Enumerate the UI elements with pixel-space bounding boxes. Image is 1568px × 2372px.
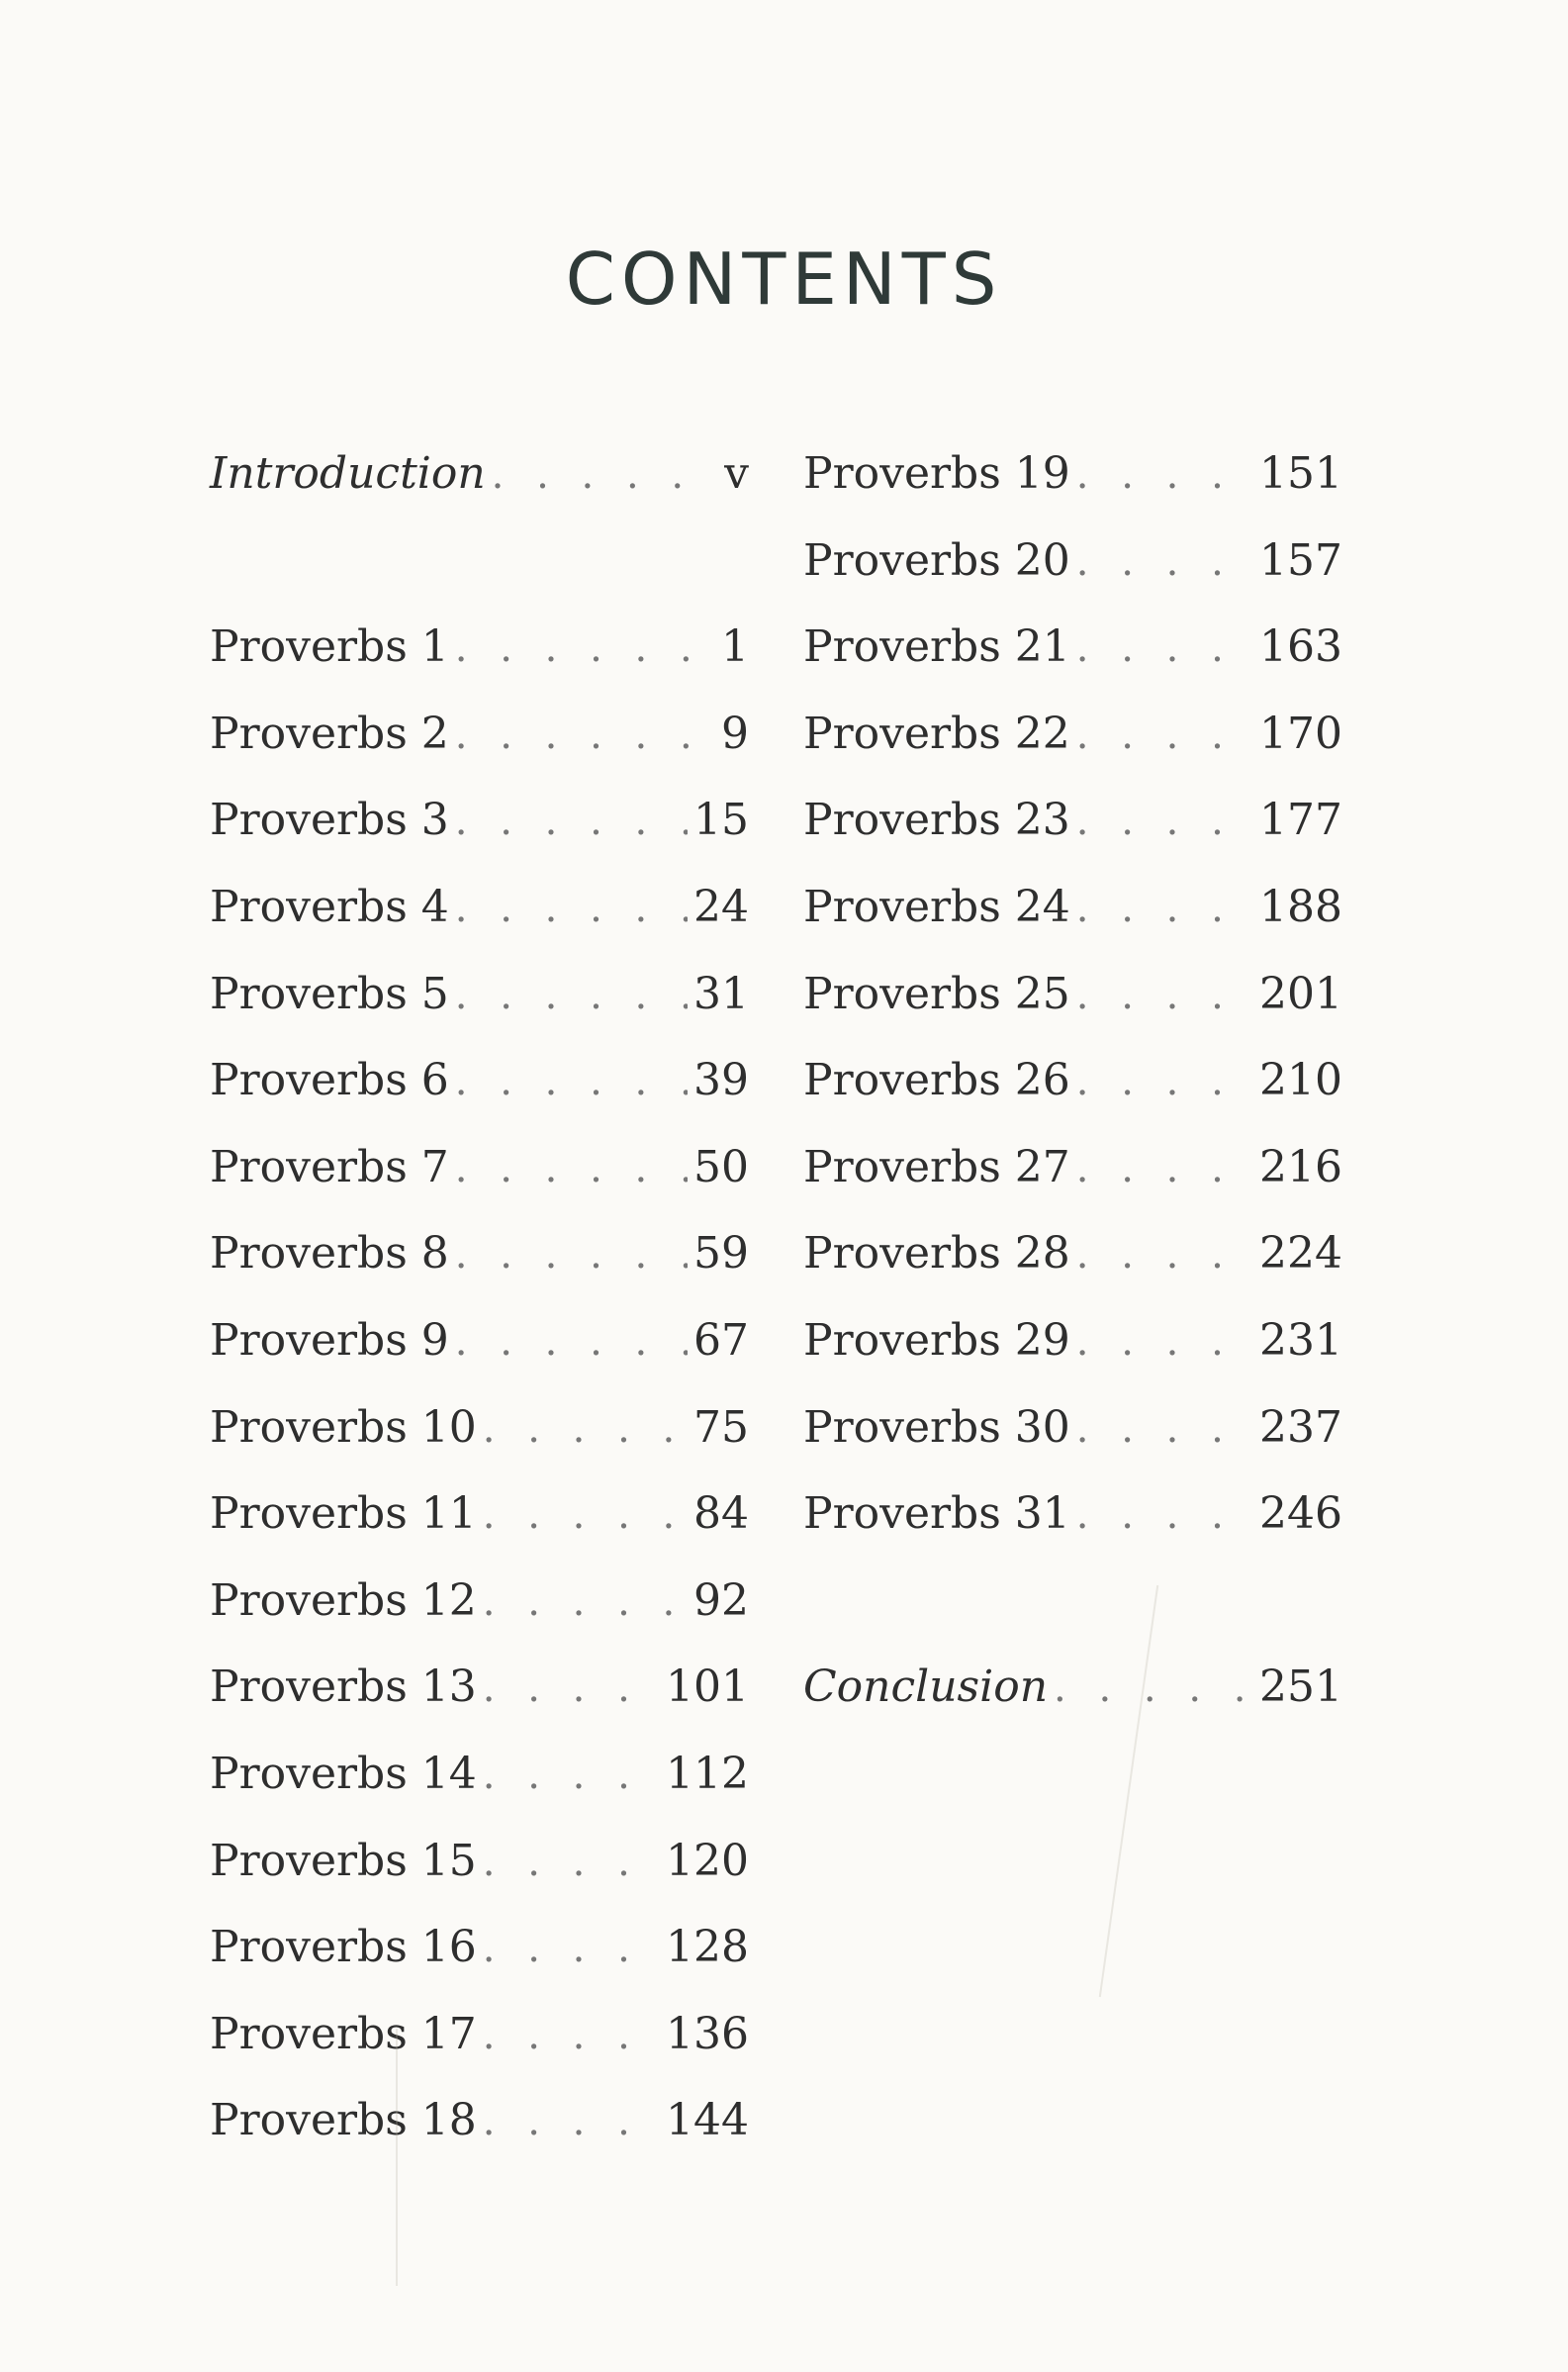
dot-leader [483,1386,688,1473]
toc-entry[interactable] [803,1037,1342,1124]
toc-entry[interactable] [210,864,749,951]
toc-entry-page: 1 [721,621,749,673]
dot-leader [492,432,718,520]
dot-leader [1076,693,1253,780]
toc-entry-page: 144 [666,2095,749,2146]
toc-spacer [803,1558,1342,1645]
dot-leader [483,1906,660,1993]
dot-leader [455,779,688,866]
toc-entry-page: 188 [1259,881,1342,932]
toc-entry-page: 157 [1259,534,1342,586]
dot-leader [455,693,715,780]
toc-entry-page: 50 [693,1141,749,1192]
dot-leader [455,1212,688,1299]
toc-entry[interactable] [210,1124,749,1211]
toc-entry-label: Proverbs 21 [803,621,1070,673]
dot-leader [483,1733,660,1820]
toc-entry[interactable] [210,951,749,1038]
toc-entry-label: Proverbs 3 [210,795,449,846]
toc-entry-label: Proverbs 24 [803,881,1070,932]
dot-leader [1076,1472,1253,1560]
dot-leader [1054,1646,1253,1733]
toc-entry-page: 136 [666,2008,749,2059]
toc-entry-label: Proverbs 15 [210,1835,477,1886]
toc-entry[interactable] [803,1471,1342,1558]
dot-leader [455,953,688,1040]
toc-entry[interactable] [803,1644,1342,1731]
toc-entry-page: 216 [1259,1141,1342,1192]
toc-entry-page: 237 [1259,1401,1342,1453]
toc-entry-label: Proverbs 1 [210,621,449,673]
toc-entry-page: 67 [693,1314,749,1366]
toc-entry-page: 84 [693,1488,749,1540]
dot-leader [483,1472,688,1560]
dot-leader [455,1039,688,1126]
toc-entry[interactable] [210,691,749,778]
toc-entry-page: 210 [1259,1055,1342,1106]
dot-leader [455,1126,688,1213]
dot-leader [483,2079,660,2166]
toc-entry[interactable] [210,1210,749,1297]
toc-entry-page: 112 [666,1748,749,1799]
toc-entry[interactable] [210,1731,749,1818]
toc-entry-page: 75 [693,1401,749,1453]
toc-entry[interactable] [803,864,1342,951]
dot-leader [1076,1299,1253,1386]
toc-entry-label: Proverbs 16 [210,1922,477,1973]
toc-entry-label: Proverbs 19 [803,448,1070,499]
toc-entry-label: Proverbs 28 [803,1228,1070,1280]
toc-entry-label: Proverbs 11 [210,1488,477,1540]
toc-entry[interactable] [210,604,749,691]
toc-entry[interactable] [210,1644,749,1731]
toc-entry[interactable] [210,1818,749,1905]
toc-entry[interactable] [210,1471,749,1558]
dot-leader [1076,866,1253,953]
toc-entry-page: 59 [693,1228,749,1280]
toc-entry[interactable] [803,777,1342,864]
toc-entry-label: Proverbs 18 [210,2095,477,2146]
dot-leader [455,866,688,953]
page-title: CONTENTS [565,237,1003,321]
toc-entry[interactable] [210,2077,749,2164]
toc-entry-page: 92 [693,1574,749,1626]
toc-entry-label: Proverbs 4 [210,881,449,932]
toc-entry-label: Proverbs 29 [803,1314,1070,1366]
toc-entry-label: Proverbs 7 [210,1141,449,1192]
toc-entry[interactable] [803,1210,1342,1297]
toc-entry-page: 246 [1259,1488,1342,1540]
toc-entry-label: Proverbs 5 [210,968,449,1019]
toc-entry[interactable] [210,1037,749,1124]
dot-leader [1076,1039,1253,1126]
toc-entry[interactable] [210,1384,749,1471]
dot-leader [455,1299,688,1386]
toc-entry[interactable] [803,518,1342,605]
toc-entry-label: Proverbs 6 [210,1055,449,1106]
paper-mark [396,2029,398,2286]
toc-entry[interactable] [803,1297,1342,1384]
toc-entry-label: Proverbs 20 [803,534,1070,586]
toc-entry[interactable] [803,604,1342,691]
toc-entry-page: 101 [666,1661,749,1713]
toc-entry[interactable] [803,1124,1342,1211]
toc-entry-page: v [724,448,749,499]
dot-leader [483,1820,660,1907]
toc-left-column [210,430,749,2164]
toc-entry-label: Proverbs 30 [803,1401,1070,1453]
dot-leader [1076,1126,1253,1213]
toc-entry[interactable] [210,777,749,864]
toc-entry-label: Proverbs 26 [803,1055,1070,1106]
toc-entry-page: 15 [693,795,749,846]
toc-entry-page: 39 [693,1055,749,1106]
toc-entry[interactable] [803,951,1342,1038]
dot-leader [483,1993,660,2080]
toc-entry-label: Proverbs 17 [210,2008,477,2059]
toc-entry-label: Proverbs 9 [210,1314,449,1366]
toc-entry-page: 251 [1259,1661,1342,1713]
toc-entry-page: 24 [693,881,749,932]
toc-spacer [210,518,749,605]
dot-leader [1076,1212,1253,1299]
toc-entry-label: Proverbs 25 [803,968,1070,1019]
dot-leader [1076,1386,1253,1473]
toc-entry-label: Proverbs 12 [210,1574,477,1626]
toc-entry-page: 120 [666,1835,749,1886]
dot-leader [1076,953,1253,1040]
toc-entry-label: Proverbs 23 [803,795,1070,846]
toc-entry-page: 9 [721,708,749,759]
toc-entry[interactable] [803,691,1342,778]
toc-entry-label: Proverbs 31 [803,1488,1070,1540]
dot-leader [483,1646,660,1733]
dot-leader [1076,432,1253,520]
toc-entry-label: Introduction [210,448,486,499]
dot-leader [1076,606,1253,693]
toc-entry[interactable] [803,1384,1342,1471]
toc-entry-page: 231 [1259,1314,1342,1366]
dot-leader [455,606,715,693]
toc-entry-label: Proverbs 10 [210,1401,477,1453]
toc-entry[interactable] [803,430,1342,518]
toc-entry-page: 163 [1259,621,1342,673]
toc-entry-label: Proverbs 27 [803,1141,1070,1192]
toc-right-column [803,430,1342,1731]
toc-entry-label: Proverbs 2 [210,708,449,759]
toc-entry-page: 151 [1259,448,1342,499]
toc-entry-page: 128 [666,1922,749,1973]
toc-entry-label: Proverbs 14 [210,1748,477,1799]
toc-entry-label: Conclusion [803,1661,1049,1713]
toc-entry-label: Proverbs 13 [210,1661,477,1713]
toc-entry[interactable] [210,1904,749,1991]
toc-entry-page: 31 [693,968,749,1019]
toc-entry-page: 170 [1259,708,1342,759]
toc-entry-label: Proverbs 8 [210,1228,449,1280]
toc-entry[interactable] [210,430,749,518]
toc-entry-page: 201 [1259,968,1342,1019]
toc-entry[interactable] [210,1297,749,1384]
toc-entry-page: 177 [1259,795,1342,846]
dot-leader [1076,520,1253,607]
toc-entry[interactable] [210,1991,749,2078]
dot-leader [1076,779,1253,866]
dot-leader [483,1560,688,1647]
toc-entry-label: Proverbs 22 [803,708,1070,759]
toc-entry[interactable] [210,1558,749,1645]
toc-entry-page: 224 [1259,1228,1342,1280]
